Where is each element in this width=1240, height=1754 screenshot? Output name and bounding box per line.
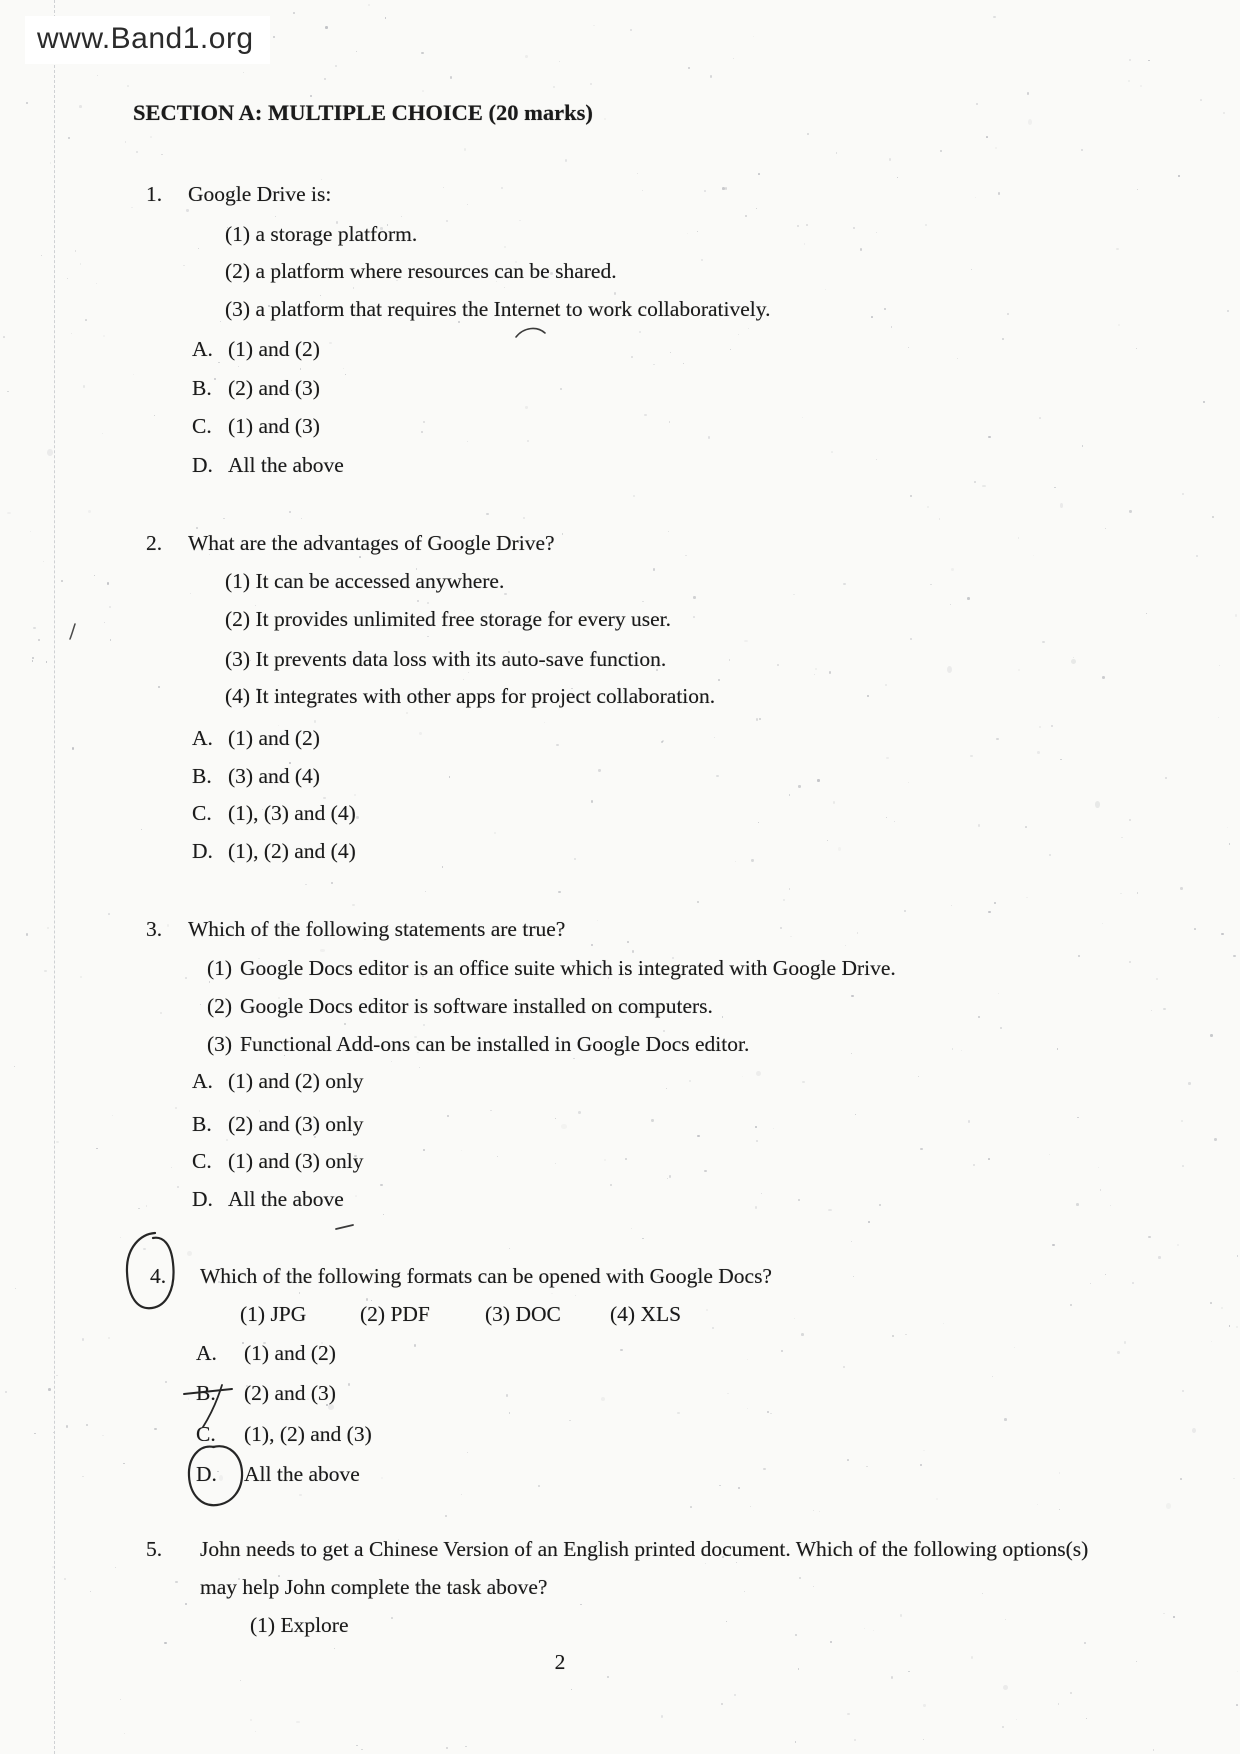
option-text: All the above [228, 1187, 344, 1211]
question-3-item-1 [207, 955, 896, 982]
option-letter: B. [192, 764, 212, 788]
option-text: (3) and (4) [228, 764, 320, 788]
option-text: (2) and (3) [228, 376, 320, 400]
option-letter: C. [196, 1422, 216, 1446]
question-2-option-b [192, 763, 320, 790]
question-4-option-a [196, 1340, 336, 1367]
option-text: All the above [228, 453, 344, 477]
pencil-dash-q4 [336, 1225, 353, 1229]
option-letter: D. [192, 1187, 213, 1211]
question-2-text: What are the advantages of Google Drive? [188, 531, 555, 555]
question-1-option-c [192, 413, 320, 440]
option-text: (2) and (3) only [228, 1112, 364, 1136]
question-5-number: 5. [146, 1537, 163, 1561]
question-2-item-2: (2) It provides unlimited free storage for every user. [225, 607, 671, 631]
section-title: SECTION A: MULTIPLE CHOICE (20 marks) [133, 100, 593, 125]
option-letter: A. [196, 1341, 217, 1365]
question-5-item-1: (1) Explore [250, 1613, 349, 1637]
question-5-text: John needs to get a Chinese Version of an English printed document. Which of the following options(s) [200, 1537, 1089, 1561]
option-letter: D. [196, 1462, 217, 1486]
question-2-item-3: (3) It prevents data loss with its auto-save function. [225, 647, 667, 671]
question-1-item-1: (1) a storage platform. [225, 222, 418, 246]
question-5-text-continued: may help John complete the task above? [200, 1575, 548, 1599]
option-text: (1) and (2) [228, 337, 320, 361]
question-2-item-1: (1) It can be accessed anywhere. [225, 569, 505, 593]
question-1-item-2: (2) a platform where resources can be shared. [225, 259, 617, 283]
page-number: 2 [554, 1650, 566, 1674]
format-1: (1) JPG [240, 1302, 307, 1326]
option-text: (1) and (3) [228, 414, 320, 438]
question-4-stem [150, 1263, 772, 1290]
option-text: (1) and (3) only [228, 1149, 364, 1173]
question-1-number: 1. [146, 182, 163, 206]
question-4-option-b [196, 1380, 336, 1407]
format-2: (2) PDF [360, 1302, 430, 1326]
question-2-number: 2. [146, 531, 163, 555]
question-4-option-c [196, 1421, 372, 1448]
format-3: (3) DOC [485, 1302, 561, 1326]
option-text: (1), (2) and (4) [228, 839, 356, 863]
scan-fold-line [54, 0, 55, 1754]
option-letter: B. [196, 1381, 216, 1405]
question-1-option-b [192, 375, 320, 402]
option-text: (1), (2) and (3) [244, 1422, 372, 1446]
option-letter: D. [192, 453, 213, 477]
item-text: Functional Add-ons can be installed in Google Docs editor. [240, 1032, 750, 1056]
question-4-text: Which of the following formats can be opened with Google Docs? [200, 1264, 772, 1288]
pencil-arc-q1 [516, 328, 545, 337]
question-1-option-d [192, 452, 344, 479]
option-text: (1) and (2) [228, 726, 320, 750]
option-letter: C. [192, 801, 212, 825]
item-number: (1) [207, 956, 233, 980]
item-text: Google Docs editor is software installed on computers. [240, 994, 713, 1018]
option-letter: D. [192, 839, 213, 863]
question-3-option-b [192, 1111, 364, 1138]
question-3-number: 3. [146, 917, 163, 941]
option-letter: C. [192, 1149, 212, 1173]
question-4-number: 4. [150, 1264, 167, 1288]
option-text: All the above [244, 1462, 360, 1486]
item-text: Google Docs editor is an office suite which is integrated with Google Drive. [240, 956, 896, 980]
option-letter: A. [192, 337, 213, 361]
question-3-item-2 [207, 993, 713, 1020]
question-2-option-d [192, 838, 356, 865]
question-3-option-c [192, 1148, 364, 1175]
question-1-option-a [192, 336, 320, 363]
question-2-stem [146, 530, 555, 557]
question-5-stem [146, 1536, 1088, 1563]
option-text: (2) and (3) [244, 1381, 336, 1405]
question-3-stem [146, 916, 565, 943]
watermark: www.Band1.org [37, 22, 254, 55]
option-letter: B. [192, 376, 212, 400]
question-2-item-4: (4) It integrates with other apps for project collaboration. [225, 684, 716, 708]
option-text: (1), (3) and (4) [228, 801, 356, 825]
question-4-option-d [196, 1461, 360, 1488]
question-2-option-a [192, 725, 320, 752]
question-2-option-c [192, 800, 356, 827]
option-text: (1) and (2) only [228, 1069, 364, 1093]
question-4-formats [240, 1301, 681, 1328]
format-4: (4) XLS [610, 1302, 682, 1326]
question-1-stem [146, 181, 331, 208]
question-3-option-a [192, 1068, 364, 1095]
option-letter: A. [192, 1069, 213, 1093]
question-1-text: Google Drive is: [188, 182, 332, 206]
question-1-item-3: (3) a platform that requires the Internet to work collaboratively. [225, 297, 771, 321]
question-3-item-3 [207, 1031, 749, 1058]
item-number: (2) [207, 994, 233, 1018]
item-number: (3) [207, 1032, 233, 1056]
question-3-option-d [192, 1186, 344, 1213]
option-letter: C. [192, 414, 212, 438]
option-letter: B. [192, 1112, 212, 1136]
pencil-tick-left-margin [70, 624, 75, 639]
option-letter: A. [192, 726, 213, 750]
option-text: (1) and (2) [244, 1341, 336, 1365]
question-3-text: Which of the following statements are true? [188, 917, 566, 941]
